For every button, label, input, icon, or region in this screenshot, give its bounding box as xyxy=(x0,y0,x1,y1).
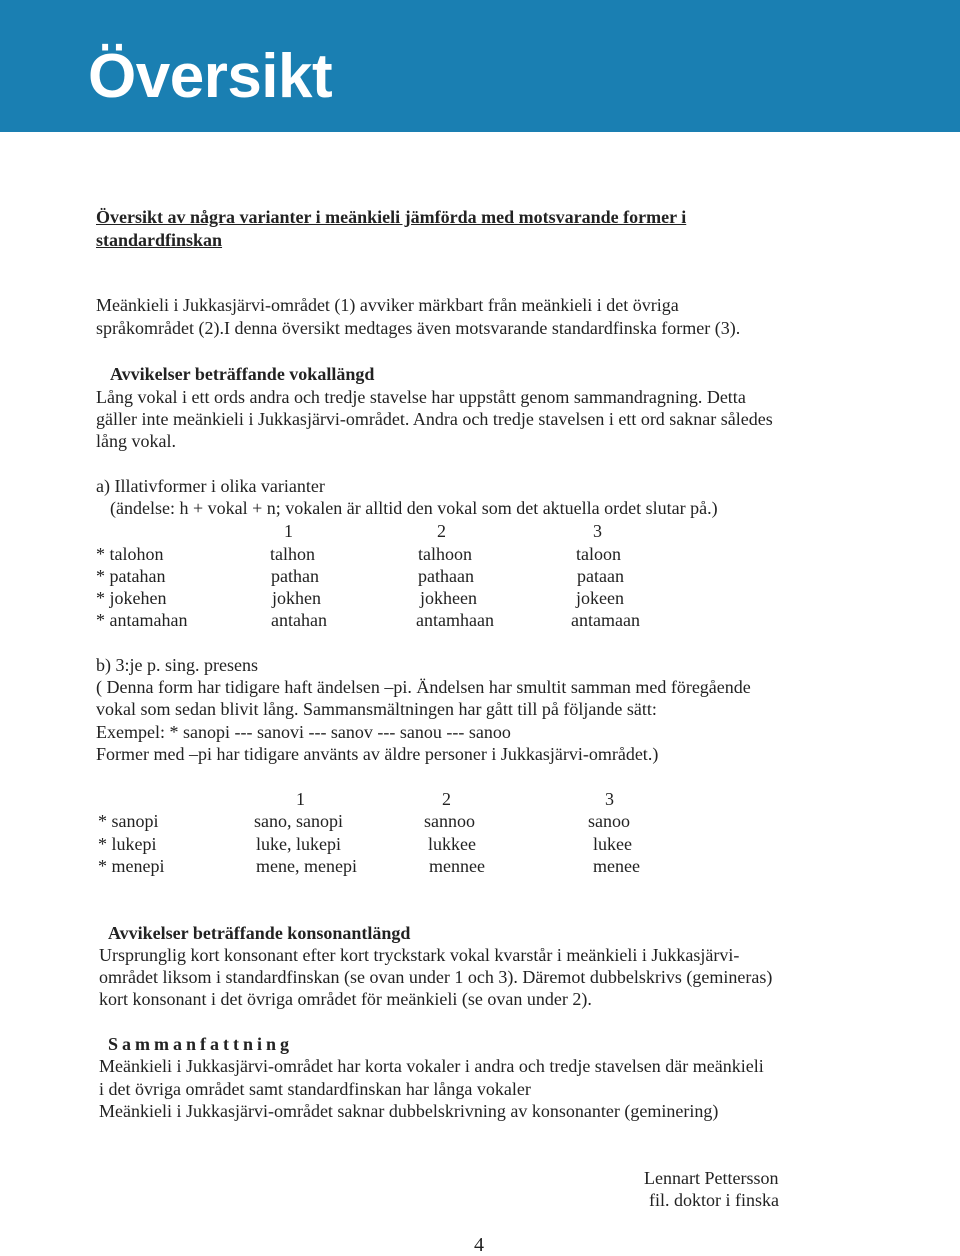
table-cell: jokhen xyxy=(272,588,321,608)
table-cell: * antamahan xyxy=(96,610,188,630)
present-line: Former med –pi har tidigare använts av äldre personer i Jukkasjärvi-området.) xyxy=(96,744,659,764)
vowel-section-heading: Avvikelser beträffande vokallängd xyxy=(110,364,375,384)
column-header-1: 1 xyxy=(296,789,305,809)
intro-line: språkområdet (2).I denna översikt medtages även motsvarande standardfinska former (3). xyxy=(96,318,741,338)
table-cell: menee xyxy=(593,856,640,876)
column-header-3: 3 xyxy=(593,521,602,541)
column-header-1: 1 xyxy=(284,521,293,541)
table-cell: * patahan xyxy=(96,566,166,586)
table-cell: pathan xyxy=(271,566,319,586)
table-cell: mene, menepi xyxy=(256,856,357,876)
header-banner xyxy=(0,0,960,132)
table-cell: sano, sanopi xyxy=(254,811,343,831)
present-line: Exempel: * sanopi --- sanovi --- sanov --- sanou --- sanoo xyxy=(96,722,511,742)
present-line: ( Denna form har tidigare haft ändelsen –pi. Ändelsen har smultit samman med föregående xyxy=(96,677,751,697)
table-cell: antamaan xyxy=(571,610,640,630)
table-cell: sannoo xyxy=(424,811,475,831)
vowel-section-line: lång vokal. xyxy=(96,431,176,451)
present-title: b) 3:je p. sing. presens xyxy=(96,655,258,675)
consonant-section-line: kort konsonant i det övriga området för meänkieli (se ovan under 2). xyxy=(99,989,592,1009)
table-cell: talhoon xyxy=(418,544,472,564)
table-cell: antahan xyxy=(271,610,327,630)
consonant-section-line: Ursprunglig kort konsonant efter kort tryckstark vokal kvarstår i meänkieli i Jukkasjärvi- xyxy=(99,945,740,965)
table-cell: * sanopi xyxy=(98,811,159,831)
table-cell: talhon xyxy=(270,544,315,564)
table-cell: lukee xyxy=(593,834,632,854)
author-name: Lennart Pettersson xyxy=(644,1168,779,1188)
author-title: fil. doktor i finska xyxy=(649,1190,779,1210)
summary-line: Meänkieli i Jukkasjärvi-området har korta vokaler i andra och tredje stavelsen där meänkieli xyxy=(99,1056,764,1076)
table-cell: antamhaan xyxy=(416,610,494,630)
column-header-2: 2 xyxy=(442,789,451,809)
illative-title: a) Illativformer i olika varianter xyxy=(96,476,325,496)
column-header-2: 2 xyxy=(437,521,446,541)
intro-line: Meänkieli i Jukkasjärvi-området (1) avviker märkbart från meänkieli i det övriga xyxy=(96,295,679,315)
table-cell: sanoo xyxy=(588,811,630,831)
summary-heading: Sammanfattning xyxy=(108,1034,294,1054)
page-number: 4 xyxy=(474,1234,484,1256)
table-cell: pathaan xyxy=(418,566,474,586)
vowel-section-line: Lång vokal i ett ords andra och tredje stavelse har uppstått genom sammandragning. Detta xyxy=(96,387,746,407)
column-header-3: 3 xyxy=(605,789,614,809)
heading-line-2: standardfinskan xyxy=(96,230,223,250)
summary-line: Meänkieli i Jukkasjärvi-området saknar dubbelskrivning av konsonanter (geminering) xyxy=(99,1101,719,1121)
present-line: vokal som sedan blivit lång. Sammansmältningen har gått till på följande sätt: xyxy=(96,699,657,719)
table-cell: pataan xyxy=(577,566,624,586)
table-cell: jokheen xyxy=(420,588,477,608)
consonant-section-line: området liksom i standardfinskan (se ovan under 1 och 3). Däremot dubbelskrivs (gemineras) xyxy=(99,967,773,987)
summary-line: i det övriga området samt standardfinskan har långa vokaler xyxy=(99,1079,531,1099)
table-cell: jokeen xyxy=(576,588,624,608)
table-cell: * lukepi xyxy=(98,834,157,854)
table-cell: * menepi xyxy=(98,856,165,876)
table-cell: mennee xyxy=(429,856,485,876)
table-cell: * talohon xyxy=(96,544,164,564)
heading-line-1: Översikt av några varianter i meänkieli jämförda med motsvarande former i xyxy=(96,207,687,227)
table-cell: lukkee xyxy=(428,834,476,854)
illative-ending: (ändelse: h + vokal + n; vokalen är alltid den vokal som det aktuella ordet slutar på.) xyxy=(110,498,718,518)
banner-title: Översikt xyxy=(88,42,333,111)
table-cell: luke, lukepi xyxy=(256,834,341,854)
table-cell: taloon xyxy=(576,544,621,564)
vowel-section-line: gäller inte meänkieli i Jukkasjärvi-området. Andra och tredje stavelsen i ett ord saknar således xyxy=(96,409,773,429)
consonant-section-heading: Avvikelser beträffande konsonantlängd xyxy=(108,923,411,943)
table-cell: * jokehen xyxy=(96,588,167,608)
